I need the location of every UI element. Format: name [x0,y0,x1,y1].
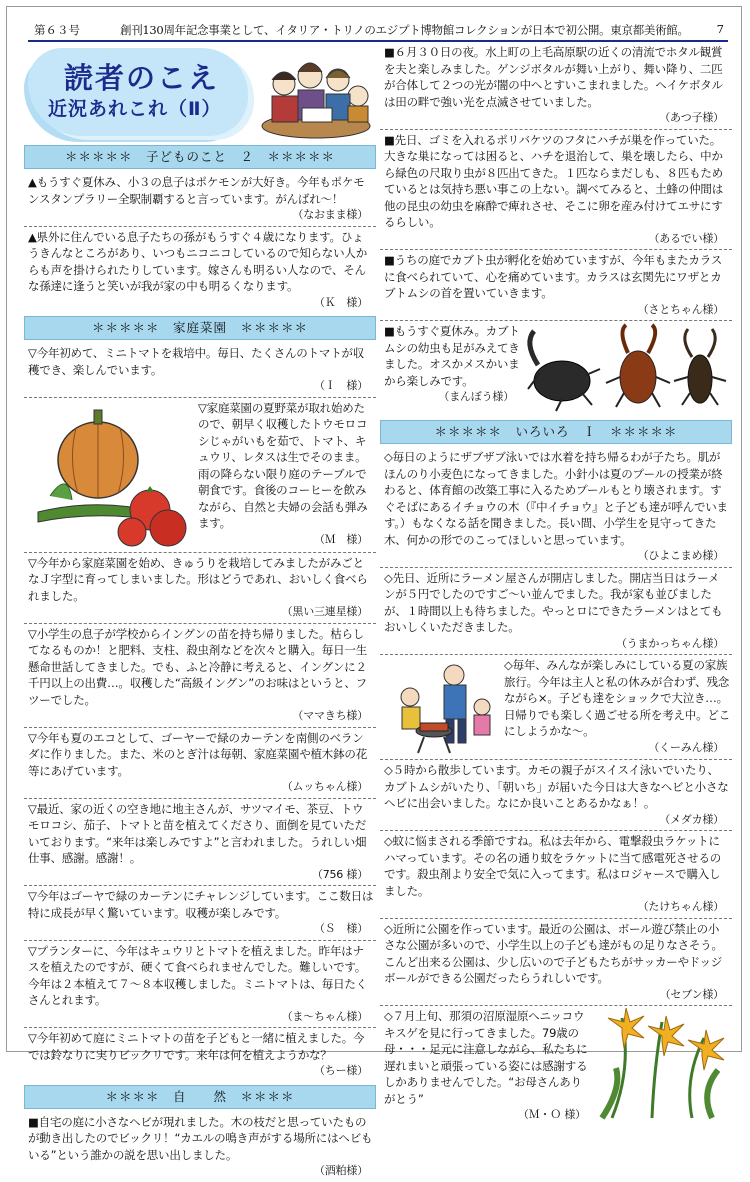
vegetables-illustration [28,400,198,550]
right-column [380,42,732,1126]
list-item: ◇先日、近所にラーメン屋さんが開店しました。開店当日はラーメンが５円でしたのですご〜い並んでました。我が家も並びましたが、１時間以上も待ちました。やっとロにできたラーメンはとてもおいしくいただきました。 （うまかっちゃん様） [380,568,732,656]
list-item: ■うちの庭でカブト虫が孵化を始めていますが、今年もまたカラスに食べられていて、心を痛めています。カラスは玄関先にワザとカブトムシの首を置いていきます。 （さとちゃん様） [380,250,732,321]
left-column [24,42,376,1182]
list-item: ■６月３０日の夜。水上町の上毛高原駅の近くの清流でホタル観賞を夫と楽しみました。ゲンジボタルが舞い上がり、舞い降り、二匹が合体して２つの光が闇の中へとすいこまれました。ヘイケボタルは田の畔で強い光を点滅させていました。 （あつ子様） [380,42,732,130]
masthead-title: 読者のこえ [64,61,220,95]
list-item: ▲もうすぐ夏休み、小３の息子はポケモンが大好き。今年もポケモンスタンプラリー全駅制覇すると言っています。がんばれ〜！ （なおまま様） [24,172,376,227]
list-item: ■もうすぐ夏休み。カブトムシの幼虫も足がみえてきました。オスかメスかいまから楽しみです。 （まんぼう様） [380,321,732,417]
list-item: ■先日、ゴミを入れるポリバケツのフタにハチが巣を作っていた。大きな巣になっては困ると、ハチを退治して、巣を壊したら、中から緑色の尺取り虫が８匹出てきた。１匹ならまだしも、８匹もためているとは気持ち悪い事この上ない。調べてみると、土蜂の仲間は他の昆虫の幼虫を麻酔で痺れさせ、そこに卵を産み付けてエサにするらしい。 （あるでい様） [380,130,732,251]
page-header [28,20,728,42]
garden-section-heading: ＊＊＊＊＊ 家庭菜園 ＊＊＊＊＊ [24,316,376,340]
issue-number: 第６３号 [34,23,80,37]
family-bbq-illustration [384,657,504,757]
masthead-subtitle: 近況あれこれ（Ⅱ） [48,98,222,120]
list-item: ▲県外に住んでいる息子たちの孫がもうすぐ４歳になります。ひょうきんなところがあり、いつもニコニコしているので知らない人からも声を掛けられたりしています。嫁さんも明るい人なので、そんな孫達に逢うと笑いが我が家の中も明るくなります。 （Ｋ 様） [28,229,368,309]
list-item: ▽小学生の息子が学校からイングンの苗を持ち帰りました。枯らしてなるものか！と肥料、支柱、殺虫剤などを次々と購入。毎日一生懸命世話してきました。でも、ふと冷静に考えると、イングンに２千円以上の出費…。収穫した“高級イングン”のお味はというと、フツーでした。 （ママきち様） [24,624,376,728]
nature-section-heading: ＊＊＊＊ 自 然 ＊＊＊＊ [24,1085,376,1109]
list-item: ◇７月上旬、那須の沼原湿原へニッコウキスゲを見に行ってきました。79歳の母・・・足元に注意しながら、私たちに遅れまいと頑張っている姿には感謝するしかありませんでした。“お母さんありがとう” （Ｍ・Ｏ 様） [380,1006,732,1126]
list-item: ▽今年も夏のエコとして、ゴーヤーで緑のカーテンを南側のベランダに作りました。また、米のとぎ汁は毎朝、家庭菜園や植木鉢の花等にあげています。 （ムッちゃん様） [24,728,376,799]
page-number: 7 [716,22,724,36]
list-item: ▽今年から家庭菜園を始め、きゅうりを栽培してみましたがみごとなＪ字型に育ってしまいました。形はどうであれ、おいしく食べられました。 （黒い三連星様） [24,553,376,624]
reading-people-illustration [260,50,372,140]
list-item: ▽今年初めて庭にミニトマトの苗を子どもと一緒に植えました。今では鈴なりに実りビックリです。来年は何を植えようかな？ （ちー様） [28,1031,368,1077]
list-item: ▽プランターに、今年はキュウリとトマトを植えました。昨年はナスを植えたのですが、硬くて食べられませんでした。難しいです。今年は２本植えて７〜８本収穫しました。ミニトマトは、毎日たくさんとれます。 （ま〜ちゃん様） [24,941,376,1029]
masthead [24,42,376,142]
list-item: ◇毎日のようにザブザブ泳いでは水着を持ち帰るわが子たち。肌がほんのり小麦色になってきました。小針小は夏のプールの授業が終わると、体育館の改築工事に入るためプールもとり壊されます。すぐそばにあるイチョウの木（『中イチョウ』と子ども達が呼んでいます。）もなくなる話を聞きました。長い間、小学生を見守ってきた木、何かの形でのこってほしいと思っています。 （ひよこまめ様） [380,447,732,568]
list-item: ▽家庭菜園の夏野菜が取れ始めたので、朝早く収穫したトウモロコシじゃがいもを茹で、トマト、キュウリ、レタスは生でそのまま。雨の降らない限り庭のテーブルで朝食です。食後のコーヒーを飲みながら、自然と夫婦の会話も弾みます。 （Ｍ 様） [24,398,376,553]
header-text: 創刊130周年記念事業として、イタリア・トリノのエジプト博物館コレクションが日本で初公開。東京都美術館。 [120,23,689,37]
list-item: ◇近所に公園を作っています。最近の公園は、ボール遊び禁止の小さな公園が多いので、小学生以上の子ども達がもの足りなさそう。こんど出来る公園は、少し広いので子どもたちがサッカーやドッジボールができる公園だったらうれしいです。 （セブン様） [380,919,732,1007]
list-item: ▽今年はゴーヤで緑のカーテンにチャレンジしています。ここ数日は特に成長が早く驚いています。収穫が楽しみです。 （Ｓ 様） [24,886,376,941]
list-item: ◇５時から散歩しています。カモの親子がスイスイ泳いでいたり、カブトムシがいたり、「朝いち」が届いた今日は大きなヘビと小さなヘビに出会いました。なにか良いことあるかなぁ！。 （メダカ様） [380,760,732,831]
list-item: ◇毎年、みんなが楽しみにしている夏の家族旅行。今年は主人と私の休みが合わず、残念ながら×。子ども達をショックで大泣き…。日帰りでも楽しく過ごせる所を考え中。どこにしようかな〜。 （くーみん様） [380,655,732,760]
list-item: ▽最近、家の近くの空き地に地主さんが、サツマイモ、茶豆、トウモロコシ、茄子、トマトと苗を植えてくださり、面倒を見ていただいております。“来年は楽しみですよ”と言われました。うれしい畑仕事、感謝。感謝！。 （756 様） [24,799,376,887]
children-section-heading: ＊＊＊＊＊ 子どものこと ２ ＊＊＊＊＊ [24,145,376,169]
misc-section-heading: ＊＊＊＊＊ いろいろ Ｉ ＊＊＊＊＊ [380,420,732,444]
list-item: ▽今年初めて、ミニトマトを栽培中。毎日、たくさんのトマトが収穫でき、楽しんでいます。 （Ｉ 様） [24,343,376,398]
beetles-illustration [520,323,730,415]
list-item: ■自宅の庭に小さなヘビが現れました。木の枝だと思っていたものが動き出したのでビックリ！“カエルの鳴き声がする場所にはヘビもいる”という誰かの説を思い出しました。 （酒粕様） [28,1114,373,1177]
list-item: ◇蚊に悩まされる季節ですね。私は去年から、電撃殺虫ラケットにハマっています。その名の通り蚊をラケットに当て感電死させるのです。殺虫剤より安全で気に入ってます。私はロジャースで購入しました。 （たけちゃん様） [380,831,732,919]
day-lily-illustration [592,1008,730,1120]
